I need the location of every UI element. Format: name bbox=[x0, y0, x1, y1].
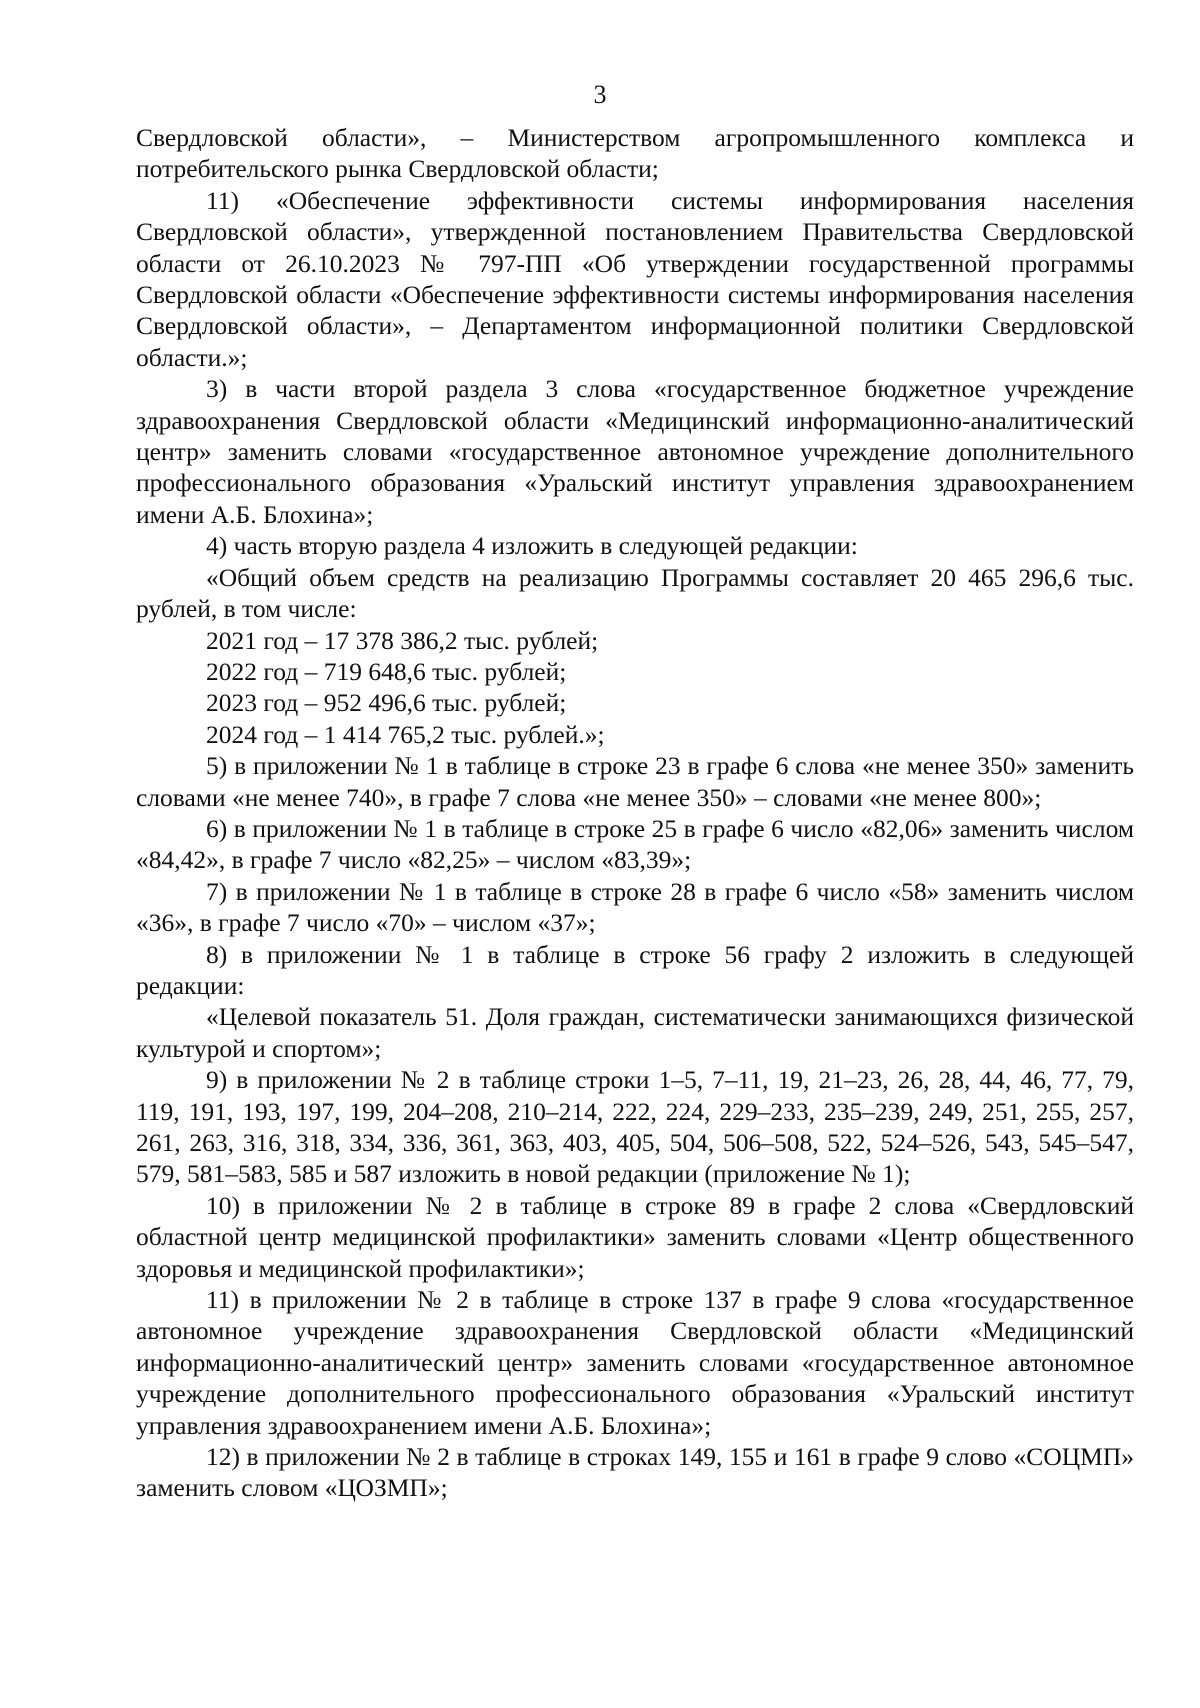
paragraph-item-9: 9) в приложении № 2 в таблице строки 1–5, 7–11, 19, 21–23, 26, 28, 44, 46, 77, 79, 119, 191, 193, 197, 199, 204–208, 210–214, 222, 224, 229–233, 235–239, 249, 251, 255, 257, 261, 263, 316, 318, 334, 336, 361, 363, 403, 405, 504, 506–508, 522, 524–526, 543, 545–547, 579, 581–583, 585 и 587 изложить в новой редакции (приложение № 1); bbox=[136, 1065, 1134, 1189]
paragraph-item-3: 3) в части второй раздела 3 слова «государственное бюджетное учреждение здравоохранения Свердловской области «Медицинский информационно-аналитический центр» заменить словами «государственное автономное учреждение дополнительного профессионального образования «Уральский институт управления здравоохранением имени А.Б. Блохина»; bbox=[136, 374, 1134, 529]
paragraph-target-indicator-51: «Целевой показатель 51. Доля граждан, систематически занимающихся физической культурой и спортом»; bbox=[136, 1002, 1134, 1063]
paragraph-total-funding: «Общий объем средств на реализацию Программы составляет 20 465 296,6 тыс. рублей, в том числе: bbox=[136, 562, 1134, 624]
paragraph-item-10: 10) в приложении № 2 в таблице в строке 89 в графе 2 слова «Свердловский областной центр медицинской профилактики» заменить словами «Центр общественного здоровья и медицинской профилактики»; bbox=[136, 1190, 1134, 1283]
paragraph-year-2021: 2021 год – 17 378 386,2 тыс. рублей; bbox=[206, 625, 599, 655]
paragraph-year-2022: 2022 год – 719 648,6 тыс. рублей; bbox=[206, 656, 567, 686]
paragraph-continuation: Свердловской области», – Министерством агропромышленного комплекса и потребительского рынка Свердловской области; bbox=[136, 123, 1134, 184]
document-body bbox=[136, 122, 1134, 1504]
paragraph-year-2023: 2023 год – 952 496,6 тыс. рублей; bbox=[206, 688, 567, 718]
paragraph-item-6: 6) в приложении № 1 в таблице в строке 25 в графе 6 число «82,06» заменить числом «84,42», в графе 7 число «82,25» – числом «83,39»; bbox=[136, 813, 1134, 875]
paragraph-item-12: 12) в приложении № 2 в таблице в строках 149, 155 и 161 в графе 9 слово «СОЦМП» заменить словом «ЦОЗМП»; bbox=[136, 1442, 1134, 1503]
paragraph-item-8: 8) в приложении № 1 в таблице в строке 56 графу 2 изложить в следующей редакции: bbox=[136, 939, 1134, 1000]
paragraph-item-4: 4) часть вторую раздела 4 изложить в следующей редакции: bbox=[206, 531, 858, 561]
paragraph-item-11-appendix: 11) в приложении № 2 в таблице в строке 137 в графе 9 слова «государственное автономное учреждение здравоохранения Свердловской области «Медицинский информационно-аналитический центр» заменить словами «государственное автономное учреждение дополнительного профессионального образования «Уральский институт управления здравоохранением имени А.Б. Блохина»; bbox=[136, 1285, 1134, 1440]
page-number: 3 bbox=[593, 80, 607, 109]
paragraph-item-11: 11) «Обеспечение эффективности системы информирования населения Свердловской области», утвержденной постановлением Правительства Свердловской области от 26.10.2023 № 797-ПП «Об утверждении государственной программы Свердловской области «Обеспечение эффективности системы информирования населения Свердловской области», – Департаментом информационной политики Свердловской области.»; bbox=[136, 185, 1134, 372]
paragraph-year-2024: 2024 год – 1 414 765,2 тыс. рублей.»; bbox=[206, 719, 605, 749]
paragraph-item-5: 5) в приложении № 1 в таблице в строке 23 в графе 6 слова «не менее 350» заменить словами «не менее 740», в графе 7 слова «не менее 350» – словами «не менее 800»; bbox=[136, 751, 1134, 812]
paragraph-item-7: 7) в приложении № 1 в таблице в строке 28 в графе 6 число «58» заменить числом «36», в графе 7 число «70» – числом «37»; bbox=[136, 876, 1134, 938]
